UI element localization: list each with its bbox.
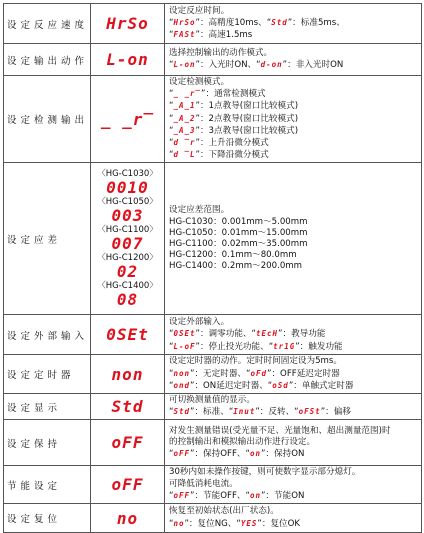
inline-display-code: oFd [250, 368, 268, 378]
description-text: ”：偏移 [320, 407, 351, 418]
segment-display-cell [91, 76, 165, 163]
description-text: “ [169, 449, 174, 460]
inline-display-code: L-oF [173, 341, 196, 351]
inline-display-code: Std [271, 17, 288, 27]
segment-display-cell [91, 4, 165, 44]
description-line [169, 380, 419, 392]
description-text: ”：2点教导(窗口比较模式) [195, 113, 299, 124]
description-text: ”：OFF延迟定时器 [267, 368, 340, 379]
inline-display-code: oFF [173, 490, 190, 500]
segment-display-value: 0SEt [106, 325, 149, 345]
description-text: “ [169, 341, 174, 352]
setting-label: 设定外部输入 [4, 315, 91, 355]
segment-display-value: 007 [111, 233, 144, 253]
description-text: ”：下降沿微分模式 [195, 150, 269, 161]
description-text: “ [169, 407, 174, 418]
description-text: ”：教导功能 [278, 329, 326, 340]
description-text: “ [169, 490, 174, 501]
description-text: “ [169, 380, 174, 391]
description-text: ”：触发功能 [295, 341, 343, 352]
description-line [169, 406, 419, 418]
inline-display-code: tEcH [255, 329, 279, 339]
inline-display-code: oFSt [298, 407, 321, 417]
segment-display-cell [91, 504, 165, 533]
setting-description [165, 420, 422, 466]
description-line [169, 368, 419, 380]
table-row [4, 355, 422, 394]
description-text: 恢复至初始状态(出厂状态)。 [169, 506, 279, 517]
table-row [4, 315, 422, 355]
description-text: 30秒内如未操作按键，则可使数字显示部分熄灯。 [169, 467, 361, 478]
inline-display-code: L-on [173, 60, 196, 69]
setting-description [165, 76, 422, 163]
description-text: ”：复位NG、“ [184, 518, 241, 529]
description-text: ”：入光时ON、“ [195, 60, 261, 70]
description-text: ”：保持ON [260, 449, 305, 460]
inline-display-code: d ‾r [173, 138, 196, 148]
description-text: “ [169, 30, 174, 41]
inline-display-code: on [249, 449, 261, 459]
description-text: ”：上升沿微分模式 [195, 138, 269, 149]
setting-description [165, 466, 422, 504]
setting-label: 节能设定 [4, 466, 91, 504]
segment-display-value: 08 [116, 289, 139, 309]
description-text: ”：反转、“ [255, 407, 299, 418]
inline-display-code: _ _r‾ [173, 89, 202, 99]
description-text: “ [169, 101, 174, 112]
description-text: HG-C1400：0.2mm～200.0mm [169, 261, 303, 272]
description-text: ”：3点教导(窗口比较模式) [195, 125, 299, 136]
description-text: “ [169, 89, 174, 100]
description-text: HG-C1200：0.1mm～80.0mm [169, 250, 297, 261]
description-text: ”：节能ON [260, 490, 305, 501]
setting-label: 设定复位 [4, 504, 91, 533]
inline-display-code: oFF [173, 449, 190, 459]
description-text: HG-C1100：0.02mm～35.00mm [169, 238, 308, 249]
description-text: 可降低消耗电流。 [169, 478, 238, 489]
description-line [169, 479, 419, 490]
model-name: 〈HG-C1050〉 [97, 196, 158, 207]
description-line [169, 125, 419, 137]
segment-display-cell [91, 163, 165, 315]
segment-display-cell [91, 466, 165, 504]
segment-display-cell [91, 394, 165, 420]
description-line [169, 205, 419, 216]
description-line [169, 467, 419, 478]
inline-display-code: 0SEt [173, 329, 196, 339]
description-text: ”：通常检测模式 [201, 89, 266, 100]
description-text: “ [169, 60, 174, 70]
table-row [4, 504, 422, 533]
description-line [169, 395, 419, 406]
description-text: “ [169, 518, 174, 529]
description-text: “ [169, 17, 174, 28]
setting-label: 设定检测输出 [4, 76, 91, 163]
description-line [169, 448, 419, 460]
segment-display-value: L-on [106, 50, 149, 69]
inline-display-code: tr1G [273, 341, 296, 351]
segment-display-cell [91, 44, 165, 76]
model-name: 〈HG-C1400〉 [97, 280, 158, 291]
settings-table [3, 3, 422, 533]
inline-display-code: oSd [272, 380, 289, 390]
segment-display-value: 02 [116, 261, 139, 281]
description-text: 选择控制输出的动作模式。 [169, 47, 273, 58]
description-line [169, 250, 419, 261]
description-line [169, 426, 419, 437]
table-row [4, 163, 422, 315]
description-line [169, 88, 419, 100]
setting-label: 设定显示 [4, 394, 91, 420]
inline-display-code: Inut [233, 407, 256, 417]
setting-description [165, 315, 422, 355]
description-text: ”：复位OK [257, 518, 301, 529]
description-text: 设定反应时间。 [169, 5, 230, 16]
inline-display-code: on [249, 490, 261, 500]
description-text: “ [169, 138, 174, 149]
description-line [169, 228, 419, 239]
inline-display-code: non [173, 368, 190, 378]
description-text: ”：ON延迟定时器、“ [190, 380, 273, 391]
setting-label: 设定保持 [4, 420, 91, 466]
description-line [169, 328, 419, 340]
inline-display-code: HrSo [173, 17, 196, 27]
model-name: 〈HG-C1030〉 [97, 168, 158, 179]
description-line [169, 29, 419, 41]
description-text: ”：标准、“ [190, 407, 234, 418]
description-text: ”：单触式定时器 [288, 380, 354, 391]
description-text: 设定检测模式。 [169, 77, 230, 87]
description-text: “ [169, 368, 174, 379]
description-text: ”：标准5ms、 [287, 17, 345, 28]
description-text: ”：调零功能、“ [195, 329, 256, 340]
table-row [4, 420, 422, 466]
segment-display-cell [91, 315, 165, 355]
description-text: 设定定时器的动作。定时时间固定设为5ms。 [169, 356, 343, 367]
description-text: 可切换测量值的显示。 [169, 395, 255, 406]
setting-description [165, 394, 422, 420]
segment-display-cell [91, 420, 165, 466]
description-line [169, 77, 419, 88]
description-text: 的控制输出和模拟输出动作进行设定。 [169, 436, 316, 447]
description-line [169, 217, 419, 228]
inline-display-code: ond [173, 380, 190, 390]
table-row [4, 466, 422, 504]
table-row [4, 394, 422, 420]
description-text: ”：节能OFF、“ [190, 490, 250, 501]
description-line [169, 317, 419, 328]
segment-display-value: 0010 [106, 177, 149, 197]
inline-display-code: _A_3 [173, 125, 196, 135]
description-line [169, 100, 419, 112]
setting-description [165, 4, 422, 44]
segment-display-value: no [116, 508, 139, 528]
description-text: ”：高速1.5ms [195, 30, 253, 41]
setting-description [165, 163, 422, 315]
segment-display-cell [91, 355, 165, 394]
description-text: “ [169, 113, 174, 124]
description-text: 设定应差范围。 [169, 205, 230, 216]
description-line [169, 341, 419, 353]
setting-label: 设定应差 [4, 163, 91, 315]
setting-label: 设定定时器 [4, 355, 91, 394]
description-line [169, 261, 419, 272]
table-row [4, 76, 422, 163]
model-name: 〈HG-C1200〉 [97, 252, 158, 263]
segment-display-value: oFF [111, 475, 144, 495]
inline-display-code: d-on [260, 60, 283, 69]
description-line [169, 149, 419, 161]
description-line [169, 137, 419, 149]
inline-display-code: Std [173, 407, 190, 417]
description-line [169, 17, 419, 29]
description-text: HG-C1030：0.001mm～5.00mm [169, 216, 308, 227]
segment-display-value: HrSo [106, 14, 149, 33]
description-text: “ [169, 150, 174, 161]
inline-display-code: _A_1 [173, 101, 196, 111]
segment-display-value: 003 [111, 205, 144, 225]
description-text: ”：1点教导(窗口比较模式) [195, 101, 299, 112]
description-line [169, 6, 419, 17]
description-line [169, 490, 419, 502]
description-line [169, 48, 419, 59]
description-line [169, 239, 419, 250]
inline-display-code: FASt [173, 30, 196, 40]
inline-display-code: _A_2 [173, 113, 196, 123]
description-line [169, 356, 419, 367]
setting-label: 设定输出动作 [4, 44, 91, 76]
description-text: ”：保持OFF、“ [190, 449, 250, 460]
description-text: 对发生测量错误(受光量不足、光量饱和、超出测量范围)时 [169, 425, 391, 436]
description-line [169, 518, 419, 530]
description-line [169, 59, 419, 71]
description-text: HG-C1050：0.01mm～15.00mm [169, 227, 308, 238]
setting-description [165, 44, 422, 76]
description-line [169, 113, 419, 125]
description-text: ”：非入光时ON [282, 60, 344, 70]
segment-display-value: _ _r‾ [100, 109, 155, 129]
description-text: “ [169, 125, 174, 136]
setting-description [165, 504, 422, 533]
setting-label: 设定反应速度 [4, 4, 91, 44]
description-text: 设定外部输入。 [169, 317, 230, 328]
segment-display-value: non [111, 364, 144, 384]
description-text: ”：高精度10ms、“ [195, 17, 272, 28]
model-name: 〈HG-C1100〉 [97, 224, 158, 235]
description-text: ”：停止投光功能、“ [195, 341, 274, 352]
segment-display-value: oFF [111, 433, 144, 453]
description-line [169, 437, 419, 448]
description-text: ”：无定时器、“ [190, 368, 251, 379]
table-row [4, 4, 422, 44]
description-text: “ [169, 329, 174, 340]
inline-display-code: no [173, 518, 185, 528]
inline-display-code: d ‾L [173, 150, 196, 160]
table-row [4, 44, 422, 76]
description-line [169, 506, 419, 517]
setting-description [165, 355, 422, 394]
inline-display-code: YES [240, 518, 258, 528]
segment-display-value: Std [111, 397, 144, 417]
